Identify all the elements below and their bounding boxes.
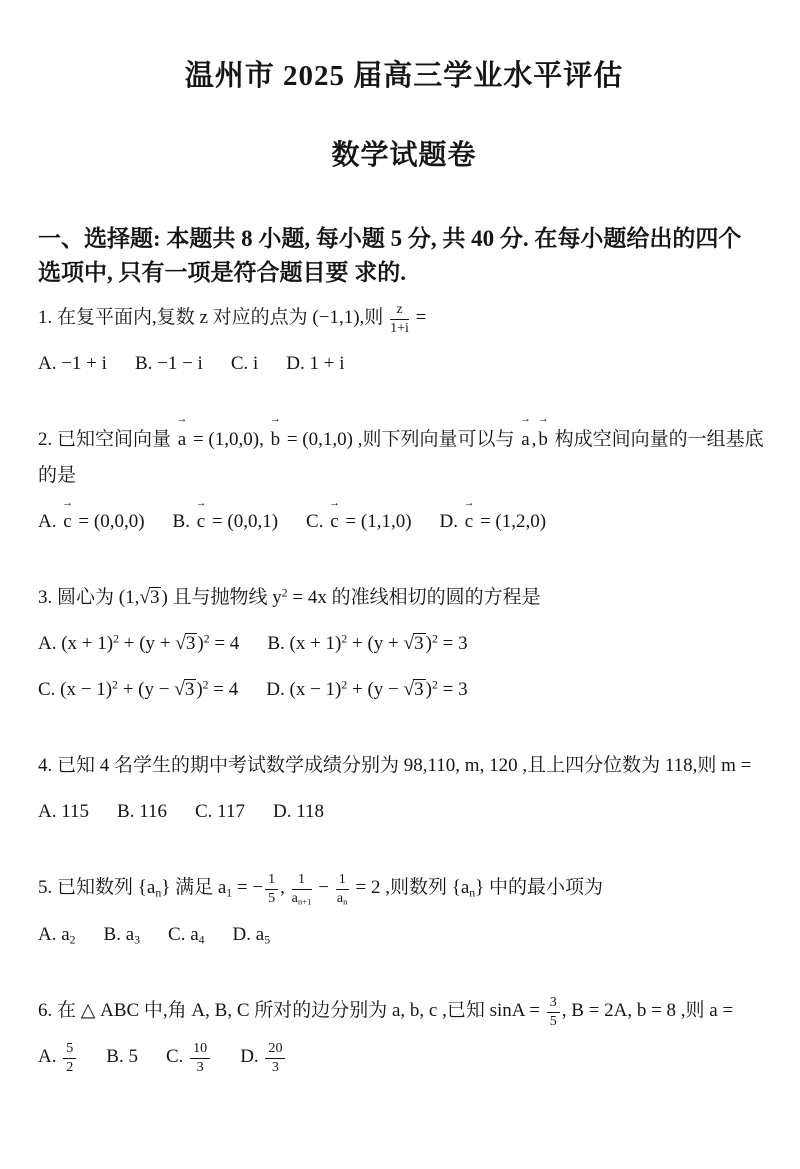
option-C [195,796,245,828]
vector-arrow-icon: → [329,498,340,510]
fraction [334,872,351,907]
option-row [38,796,770,828]
text-run: 5 [66,1040,74,1057]
text-run: ) [425,679,432,701]
radicand: 3 [184,679,195,701]
vector-letter: c [196,511,206,533]
superscript: 2 [431,632,438,646]
fraction-denominator [190,1059,210,1076]
text-run: D. 118 [272,801,324,823]
text-run: + (y + [347,633,404,655]
section-heading-line1: 一、选择题: 本题共 8 小题, 每小题 5 分, 共 40 分. 在每小题给出的四个 [38,226,742,251]
option-C [231,348,258,380]
text-run: 5 [268,890,276,907]
option-B [267,628,467,660]
option-A [38,628,239,660]
vector [61,498,73,538]
text-run: A. 115 [38,801,90,823]
text-run: , [280,877,290,899]
text-run: = (0,1,0) ,则下列向量可以与 [282,429,520,451]
radicand: 3 [149,587,160,609]
question-6 [38,993,770,1076]
option-row [38,348,770,380]
text-run: = 4 [208,679,239,701]
fraction [388,302,411,337]
fraction-denominator [547,1013,560,1030]
fraction [263,1041,287,1076]
fraction [263,872,280,907]
vector-letter: c [464,511,474,533]
text-run: D. a [232,923,265,945]
text-run: A. a [38,923,70,945]
text-run: B. 116 [117,801,167,823]
text-run: a [291,890,298,907]
option-C [166,1041,212,1076]
fraction-numerator [292,872,312,890]
option-B [104,919,141,951]
radical-sign-icon: √ [403,679,415,701]
text-run: 3. 圆心为 (1, [38,587,140,609]
fraction-denominator [265,890,278,907]
text-run: B. 5 [106,1046,138,1068]
text-run: 5. 已知数列 {a [38,877,156,899]
fraction [545,995,562,1030]
fraction-denominator [292,890,312,907]
subscript: 4 [198,933,205,947]
fraction [290,872,314,907]
text-run: 1 [298,871,306,888]
option-C [38,674,238,706]
text-run: A. (x + 1) [38,633,114,655]
superscript: 2 [202,678,209,692]
text-run: 1 [338,871,346,888]
question-1-options [38,348,770,380]
subscript: 5 [264,933,271,947]
option-row [38,628,770,660]
text-run: = (0,0,0) [73,511,145,533]
option-row [38,674,770,706]
vector-letter: a [521,429,530,451]
fraction-denominator [336,890,349,907]
option-C [306,498,412,538]
text-run: } 满足 a [161,877,227,899]
text-run: = 3 [437,633,468,655]
vector-arrow-icon: → [537,414,549,426]
text-run: D. [240,1046,264,1068]
text-run: 3 [196,1059,204,1076]
exam-subtitle: 数学试题卷 [331,140,477,171]
vector [176,414,188,458]
text-run: B. [172,511,195,533]
option-row [38,498,770,538]
text-run: 4. 已知 4 名学生的期中考试数学成绩分别为 98,110, m, 120 ,且上四分位数为 118,则 m = [38,755,752,777]
text-run: 2 [66,1059,74,1076]
vector [536,414,550,458]
text-run: , [531,429,537,451]
vector-arrow-icon: → [195,498,207,510]
section-heading [38,222,770,290]
text-run: + (y − [347,679,404,701]
square-root [174,679,196,700]
question-2-stem [38,414,770,494]
section-heading-line2: 选项中, 只有一项是符合题目要 求的. [38,260,406,285]
text-run: z [396,300,403,317]
text-run: B. a [103,923,135,945]
fraction-numerator [190,1041,210,1059]
text-run: C. [165,1046,189,1068]
radical-sign-icon: √ [174,679,185,701]
text-run: 5 [549,1012,557,1029]
option-B [172,498,279,538]
subscript: 1 [226,886,233,900]
text-run: C. i [230,353,259,375]
text-run: A. −1 + i [38,353,107,375]
vector-letter: b [538,429,548,451]
text-run: 3 [549,993,557,1010]
text-run: 1+i [390,319,409,336]
fraction-denominator [265,1059,285,1076]
fraction-numerator [547,995,560,1013]
fraction-numerator [265,872,278,890]
subscript: 3 [134,933,141,947]
question-2-options [38,498,770,538]
option-B [135,348,203,380]
text-run: 2. 已知空间向量 [38,429,176,451]
vector [519,414,531,458]
vector-arrow-icon: → [176,414,188,426]
superscript: 2 [113,632,119,646]
option-D [233,919,271,951]
option-D [286,348,344,380]
option-D [240,1041,287,1076]
square-root [404,679,426,700]
vector-arrow-icon: → [463,498,475,510]
vector [195,498,207,538]
text-run: , B = 2A, b = 8 ,则 a = [561,999,734,1021]
text-run: = 3 [437,679,468,701]
question-5-stem [38,870,770,906]
vector-letter: a [177,429,187,451]
option-B [106,1041,138,1073]
vector [463,498,475,538]
text-run: ) [425,633,432,655]
superscript: 2 [431,678,438,692]
fraction-numerator [63,1041,76,1059]
text-run: 6. 在 △ ABC 中,角 A, B, C 所对的边分别为 a, b, c ,已知 sinA = [38,999,545,1021]
text-run: C. (x − 1) [38,679,113,701]
option-C [168,919,205,951]
option-A [38,498,145,538]
fraction [61,1041,78,1076]
superscript: 2 [281,586,288,600]
fraction [188,1041,212,1076]
option-D [266,674,467,706]
superscript: 2 [112,678,118,692]
question-3-stem [38,580,770,616]
square-root [175,633,197,654]
question-5 [38,870,770,950]
question-5-options [38,919,770,951]
fraction-denominator [63,1059,76,1076]
text-run: 1 [268,871,276,888]
option-A [38,919,76,951]
text-run: B. (x + 1) [267,633,342,655]
text-run: + (y + [118,633,176,655]
text-run: C. a [168,923,199,945]
vector [269,414,283,458]
text-run: = (1,1,0) [340,511,412,533]
text-run: 10 [193,1040,208,1057]
square-root [404,633,426,654]
question-6-options [38,1041,770,1076]
question-1-stem [38,300,770,336]
radicand: 3 [414,633,424,655]
question-1 [38,300,770,380]
subscript: n [155,886,162,900]
vector-arrow-icon: → [270,414,281,426]
question-3 [38,580,770,706]
option-A [38,796,89,828]
subscript: n [343,896,348,907]
vector-letter: c [330,511,339,533]
text-run: 构成空间向量的一组基底的是 [38,429,764,487]
text-run: = 4 [209,633,240,655]
superscript: 2 [341,632,348,646]
text-run: ) [197,633,204,655]
fraction-numerator [390,302,409,320]
option-B [117,796,167,828]
text-run: = (0,0,1) [207,511,279,533]
option-D [273,796,324,828]
text-run: D. (x − 1) [266,679,342,701]
text-run: = 4x 的准线相切的圆的方程是 [287,587,541,609]
radicand: 3 [414,679,424,701]
vector-letter: b [270,429,281,451]
radicand: 3 [185,633,196,655]
fraction-denominator [390,320,409,337]
text-run: C. [306,511,329,533]
superscript: 2 [203,632,210,646]
vector-letter: c [63,511,72,533]
text-run: 20 [268,1040,283,1057]
question-2 [38,414,770,538]
text-run: = − [232,877,264,899]
option-A [38,348,107,380]
text-run: ) 且与抛物线 y [161,587,282,609]
text-run: a [336,890,344,907]
question-4-options [38,796,770,828]
radical-sign-icon: √ [139,587,150,609]
question-3-options [38,628,770,706]
text-run: A. [38,1046,62,1068]
vector-arrow-icon: → [62,498,73,510]
subscript: n [469,886,476,900]
question-4 [38,748,770,828]
exam-title: 温州市 2025 届高三学业水平评估 [184,60,624,92]
radical-sign-icon: √ [403,633,415,655]
option-D [439,498,547,538]
option-row [38,919,770,951]
text-run: = [410,307,427,328]
superscript: 2 [341,678,348,692]
text-run: − [313,877,334,899]
radical-sign-icon: √ [175,633,186,655]
text-run: 3 [271,1059,279,1076]
text-run: } 中的最小项为 [475,877,604,899]
text-run: = (1,2,0) [475,511,547,533]
text-run: = (1,0,0), [188,429,269,451]
text-run: ) [196,679,203,701]
vector [328,498,340,538]
subscript: n+1 [297,896,312,907]
fraction-numerator [265,1041,285,1059]
option-A [38,1041,78,1076]
square-root [139,587,161,608]
question-6-stem [38,993,770,1029]
question-4-stem [38,748,770,784]
text-run: + (y − [117,679,175,701]
text-run: A. [38,511,62,533]
text-run: C. 117 [195,801,245,823]
text-run: 1. 在复平面内,复数 z 对应的点为 (−1,1),则 [38,307,389,328]
text-run: D. 1 + i [286,353,345,375]
fraction-numerator [336,872,349,890]
option-row [38,1041,770,1076]
text-run: = 2 ,则数列 {a [350,877,470,899]
text-run: B. −1 − i [134,353,203,375]
vector-arrow-icon: → [520,414,531,426]
text-run: D. [439,511,463,533]
subscript: 2 [69,933,76,947]
